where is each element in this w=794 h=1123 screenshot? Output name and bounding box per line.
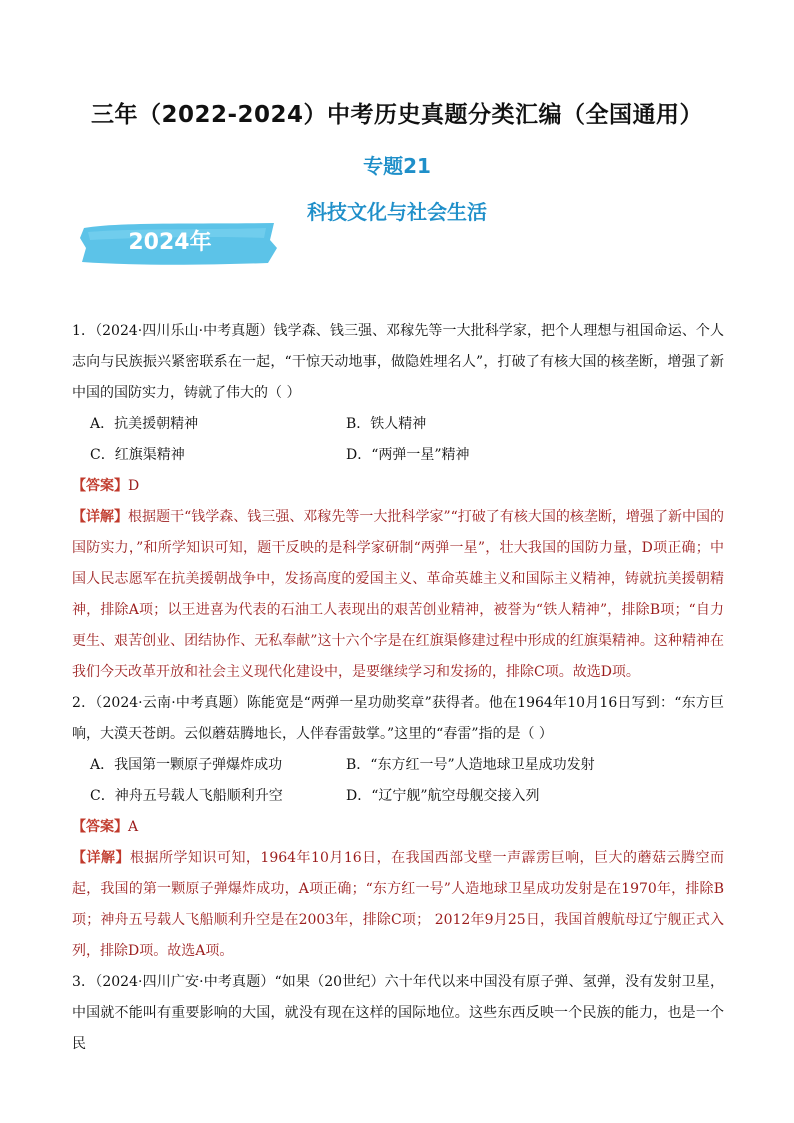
detail-label: 【详解】 xyxy=(72,509,129,525)
question-stem: 1．（2024·四川乐山·中考真题）钱学森、钱三强、邓稼先等一大批科学家，把个人理想与祖国命运、个人志向与民族振兴紧密联系在一起，“干惊天动地事，做隐姓埋名人”，打破了有核大国的核垄断，增强了新中国的国防实力，铸就了伟大的（ ） xyxy=(72,323,724,401)
answer-value: D xyxy=(128,478,140,494)
year-badge-label: 2024年 xyxy=(128,230,212,255)
option-b: B．铁人精神 xyxy=(346,416,427,432)
option-b: B．“东方红一号”人造地球卫星成功发射 xyxy=(346,757,595,773)
detail-text: 根据所学知识可知，1964年10月16日，在我国西部戈壁一声霹雳巨响，巨大的蘑菇云腾空而起，我国的第一颗原子弹爆炸成功，A项正确；“东方红一号”人造地球卫星成功发射是在1970年，排除B项；神舟五号载人飞船顺利升空是在2003年，排除C项； 2012年9月25日，我国首艘航母辽宁舰正式入列，排除D项。故选A项。 xyxy=(72,850,724,959)
detail-label: 【详解】 xyxy=(72,850,130,866)
answer-line xyxy=(72,471,724,502)
option-a: A．我国第一颗原子弹爆炸成功 xyxy=(90,757,283,773)
topic-title: 科技文化与社会生活 xyxy=(307,200,487,224)
question-list xyxy=(72,316,724,1060)
option-c: C．红旗渠精神 xyxy=(90,447,185,463)
answer-label: 【答案】 xyxy=(72,819,128,835)
answer-label: 【答案】 xyxy=(72,478,128,494)
option-d: D．“两弹一星”精神 xyxy=(346,447,470,463)
document-title: 三年（2022-2024）中考历史真题分类汇编（全国通用） xyxy=(90,102,704,128)
option-list xyxy=(72,750,724,812)
answer-line xyxy=(72,812,724,843)
option-d: D．“辽宁舰”航空母舰交接入列 xyxy=(346,788,540,804)
detail-text: 根据题干“钱学森、钱三强、邓稼先等一大批科学家”“打破了有核大国的核垄断，增强了新中国的国防实力，”和所学知识可知，题干反映的是科学家研制“两弹一星”，壮大我国的国防力量，D项正确；中国人民志愿军在抗美援朝战争中，发扬高度的爱国主义、革命英雄主义和国际主义精神，铸就抗美援朝精神，排除A项；以王进喜为代表的石油工人表现出的艰苦创业精神，被誉为“铁人精神”，排除B项；“自力更生、艰苦创业、团结协作、无私奉献”这十六个字是在红旗渠修建过程中形成的红旗渠精神。这种精神在我们今天改革开放和社会主义现代化建设中，是要继续学习和发扬的，排除C项。故选D项。 xyxy=(72,509,724,680)
year-badge xyxy=(78,218,278,268)
topic-number: 专题21 xyxy=(363,154,431,178)
answer-value: A xyxy=(128,819,139,835)
question-stem: 2．（2024·云南·中考真题）陈能宽是“两弹一星功勋奖章”获得者。他在1964年10月16日写到：“东方巨响，大漠天苍朗。云似蘑菇腾地长，人伴春雷鼓掌。”这里的“春雷”指的是（ ） xyxy=(72,695,724,742)
option-list xyxy=(72,409,724,471)
question-stem: 3．（2024·四川广安·中考真题）“如果（20世纪）六十年代以来中国没有原子弹、氢弹，没有发射卫星，中国就不能叫有重要影响的大国，就没有现在这样的国际地位。这些东西反映一个民族的能力，也是一个民 xyxy=(72,974,724,1052)
explanation xyxy=(72,843,724,967)
option-a: A．抗美援朝精神 xyxy=(90,416,199,432)
option-c: C．神舟五号载人飞船顺利升空 xyxy=(90,788,283,804)
explanation xyxy=(72,502,724,688)
